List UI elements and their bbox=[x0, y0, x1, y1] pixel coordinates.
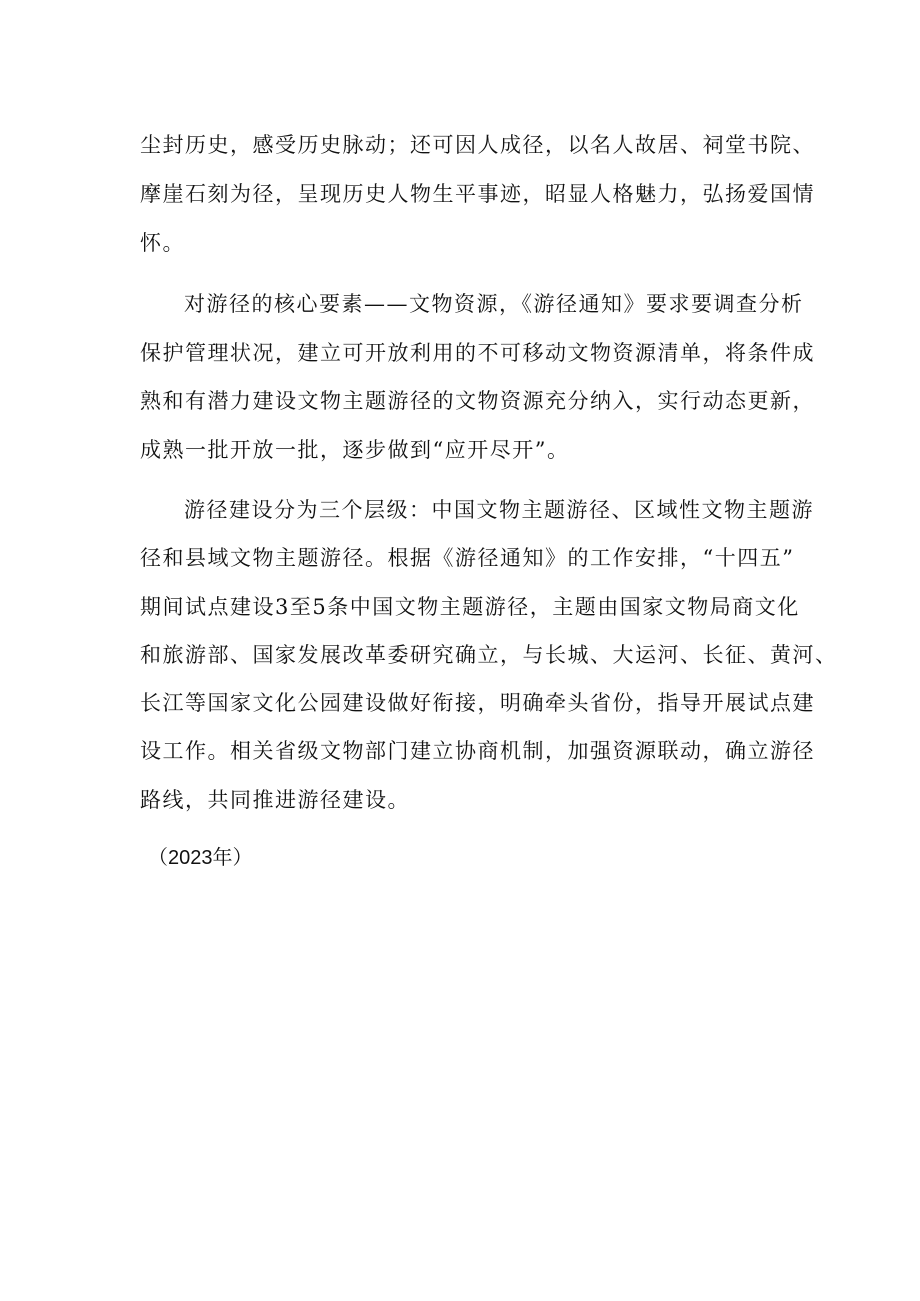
paragraph-3-line-5: 长江等国家文化公园建设做好衔接，明确牵头省份，指导开展试点建 bbox=[140, 691, 815, 715]
paragraph-2-line-2: 保护管理状况，建立可开放利用的不可移动文物资源清单，将条件成 bbox=[140, 341, 815, 365]
year-note: （2023年） bbox=[148, 847, 253, 869]
paragraph-3-line-4: 和旅游部、国家发展改革委研究确立，与长城、大运河、长征、黄河、 bbox=[140, 643, 838, 667]
paragraph-3-line-3: 期间试点建设3至5条中国文物主题游径，主题由国家文物局商文化 bbox=[140, 595, 800, 619]
paragraph-1-line-1: 尘封历史，感受历史脉动；还可因人成径，以名人故居、祠堂书院、 bbox=[140, 133, 815, 157]
paragraph-1-line-2: 摩崖石刻为径，呈现历史人物生平事迹，昭显人格魅力，弘扬爱国情 bbox=[140, 182, 815, 206]
paragraph-2-line-1: 对游径的核心要素——文物资源，《游径通知》要求要调查分析 bbox=[184, 292, 804, 316]
paragraph-3-line-7: 路线，共同推进游径建设。 bbox=[140, 788, 410, 812]
paragraph-3-line-2: 径和县域文物主题游径。根据《游径通知》的工作安排，“十四五” bbox=[140, 546, 795, 570]
paragraph-3-line-6: 设工作。相关省级文物部门建立协商机制，加强资源联动，确立游径 bbox=[140, 739, 815, 763]
paragraph-2-line-4: 成熟一批开放一批，逐步做到“应开尽开”。 bbox=[140, 438, 570, 462]
paragraph-3-line-1: 游径建设分为三个层级：中国文物主题游径、区域性文物主题游 bbox=[184, 498, 814, 522]
paragraph-1-line-3: 怀。 bbox=[140, 231, 185, 255]
paragraph-2-line-3: 熟和有潜力建设文物主题游径的文物资源充分纳入，实行动态更新， bbox=[140, 389, 815, 413]
